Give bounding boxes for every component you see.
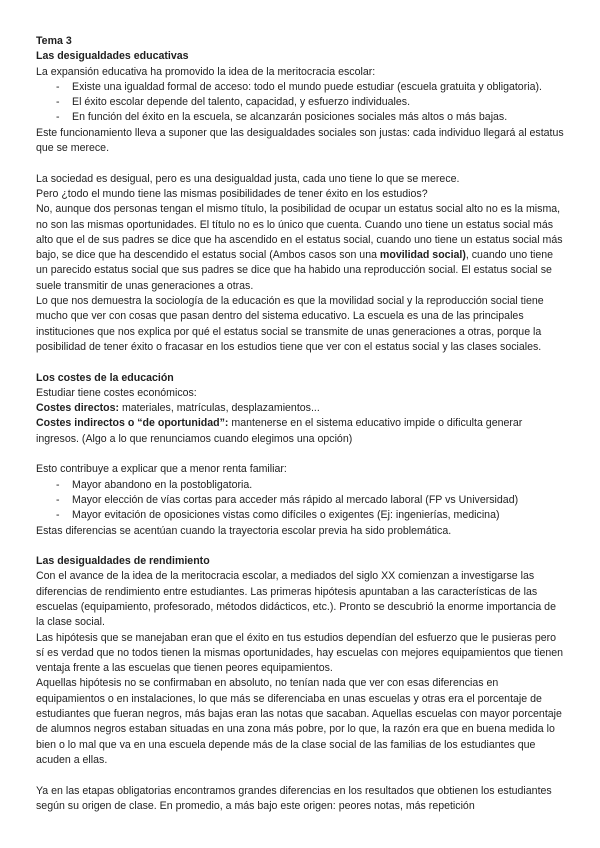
paragraph: Con el avance de la idea de la meritocracia escolar, a mediados del siglo XX comienzan a investigarse las diferencias de rendimiento entre estudiantes. Las primeras hipótesis apuntaban a las características de las escuelas (equipamiento, profesorado, métodos didácticos, etc.). Pronto se descubrió la enorme importancia de la clase social. [36,570,556,629]
text-run: , cuando uno tiene un parecido estatus social que sus padres se dice que ha habido una reproducción social. El estatus social se suele transmitir de unas generaciones a otras. [36,249,554,292]
list-item: - Mayor abandono en la postobligatoria. [36,478,564,493]
list-item: - Mayor evitación de oposiciones vistas como difíciles o exigentes (Ej: ingenierías, medicina) [36,508,564,523]
paragraph [36,202,564,294]
list-item: - Mayor elección de vías cortas para acceder más rápido al mercado laboral (FP vs Universidad) [36,493,564,508]
bullet-list [36,80,564,126]
text-run: materiales, matrículas, desplazamientos... [119,402,320,415]
paragraph: La expansión educativa ha promovido la idea de la meritocracia escolar: [36,65,376,78]
paragraph: Pero ¿todo el mundo tiene las mismas posibilidades de tener éxito en los estudios? [36,187,428,200]
bullet-list [36,478,564,524]
paragraph: Las hipótesis que se manejaban eran que el éxito en tus estudios dependían del esfuerzo que le pusieras pero sí es verdad que no todos tienen la mismas oportunidades, hay escuelas con mejores equipamientos que tienen ventaja frente a las escuelas que tienen peores equipamientos. [36,631,564,675]
section-title-rendimiento: Las desigualdades de rendimiento [36,555,210,568]
paragraph [36,416,564,447]
paragraph: Estudiar tiene costes económicos: [36,386,197,399]
paragraph: Este funcionamiento lleva a suponer que las desigualdades sociales son justas: cada individuo llegará al estatus que se merece. [36,126,564,155]
paragraph: Esto contribuye a explicar que a menor renta familiar: [36,463,287,476]
list-item: - El éxito escolar depende del talento, capacidad, y esfuerzo individuales. [36,95,564,110]
text-run: No, aunque dos personas tengan el mismo título, la posibilidad de ocupar un estatus social alto no es la misma, no son las mismas oportunidades. El título no es lo único que cuenta. Cuando uno tiene un estatus social más alto que el de sus padres se dice que ha ascendido en el estatus social, cuando uno tiene un estatus social más bajo, se dice que ha descendido el estatus social (Ambos casos son una [36,203,563,262]
list-item: - En función del éxito en la escuela, se alcanzarán posiciones sociales más altos o más bajas. [36,110,564,125]
bold-term-movilidad-social: movilidad social) [379,249,466,262]
paragraph: Lo que nos demuestra la sociología de la educación es que la movilidad social y la reproducción social tiene mucho que ver con cosas que pasan dentro del sistema educativo. La escuela es una de las principales instituciones que nos explica por qué el estatus social se transmite de unas generaciones a otras, porque la posibilidad de tener éxito o fracasar en los estudios tiene que ver con el estatus social y las clases sociales. [36,295,544,353]
bold-term-costes-directos: Costes directos: [36,402,120,415]
topic-label: Tema 3 [36,35,72,47]
paragraph: Estas diferencias se acentúan cuando la trayectoria escolar previa ha sido problemática. [36,524,452,537]
list-item: - Existe una igualdad formal de acceso: todo el mundo puede estudiar (escuela gratuita y obligatoria). [36,80,564,95]
bold-term-costes-indirectos: Costes indirectos o “de oportunidad”: [36,417,229,430]
paragraph: La sociedad es desigual, pero es una desigualdad justa, cada uno tiene lo que se merece. [36,172,460,185]
section-title-desigualdades-educativas: Las desigualdades educativas [36,50,189,63]
paragraph: Aquellas hipótesis no se confirmaban en absoluto, no tenían nada que ver con esas diferencias en equipamientos o en instalaciones, lo que más se diferenciaba en unas escuelas y otras era el porcentaje de estudiantes que fueran negros, más bajas eran las notas que sacaban. Aquellas escuelas con mayor porcentaje de alumnos negros estaban situadas en una zona más pobre, por lo que, la razón era que en buena medida lo bien o lo mal que va en una escuela depende más de la clase social de las familias de los estudiantes que acuden a ellas. [36,677,562,766]
text-run: mantenerse en el sistema educativo impide o dificulta generar ingresos. (Algo a lo que renunciamos cuando elegimos una opción) [36,417,523,445]
document-page [36,34,564,814]
paragraph: Ya en las etapas obligatorias encontramos grandes diferencias en los resultados que obtienen los estudiantes según su origen de clase. En promedio, a más bajo este origen: peores notas, más repetición [36,784,552,812]
paragraph [36,401,564,416]
section-title-costes: Los costes de la educación [36,371,174,384]
